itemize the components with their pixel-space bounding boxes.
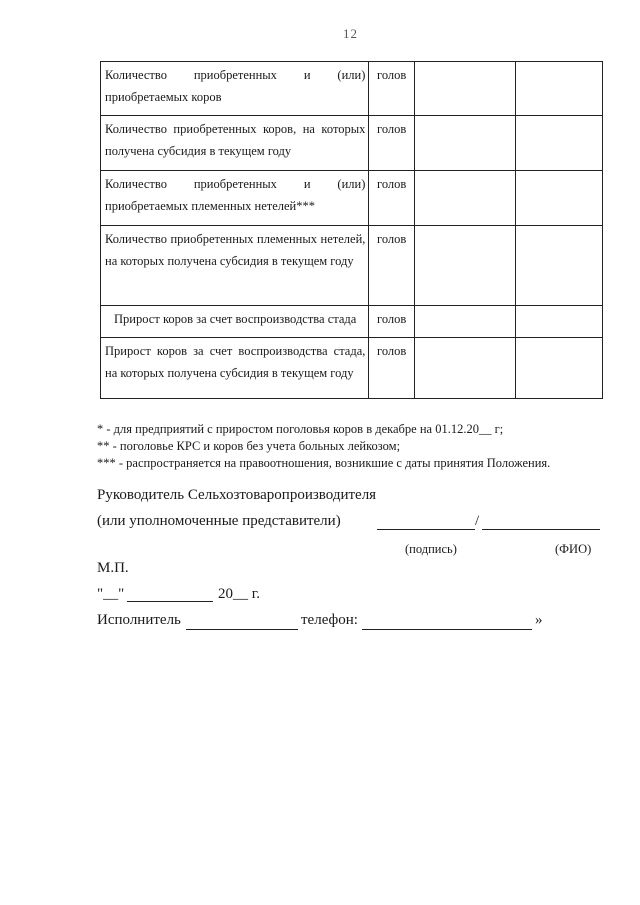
row-label: Прирост коров за счет воспроизводства стада <box>101 306 369 338</box>
value-cell <box>414 171 515 226</box>
executor-line <box>186 629 298 630</box>
date-quotes: "__" <box>97 586 125 602</box>
value-cell <box>516 338 603 399</box>
table-row <box>101 116 603 171</box>
phone-line <box>362 629 532 630</box>
value-cell <box>414 116 515 171</box>
closing-mark: » <box>535 612 543 628</box>
row-unit: голов <box>369 226 415 306</box>
value-cell <box>414 338 515 399</box>
row-unit: голов <box>369 338 415 399</box>
footnotes <box>97 421 550 472</box>
row-label: Количество приобретенных и (или) приобретаемых племенных нетелей*** <box>101 171 369 226</box>
footnote: *** - распространяется на правоотношения, возникшие с даты принятия Положения. <box>97 456 551 470</box>
row-label: Прирост коров за счет воспроизводства стада, на которых получена субсидия в текущем году <box>101 338 369 399</box>
page-number: 12 <box>343 26 358 41</box>
representative-label: (или уполномоченные представители) <box>97 513 341 529</box>
name-caption: (ФИО) <box>555 542 592 556</box>
value-cell <box>516 62 603 116</box>
table-row <box>101 171 603 226</box>
table-row <box>101 338 603 399</box>
value-cell <box>516 226 603 306</box>
signature-caption: (подпись) <box>405 542 457 556</box>
signature-line <box>377 529 475 530</box>
date-year: 20__ г. <box>218 586 260 602</box>
row-label: Количество приобретенных коров, на которых получена субсидия в текущем году <box>101 116 369 171</box>
name-line <box>482 529 600 530</box>
value-cell <box>516 171 603 226</box>
row-label: Количество приобретенных племенных нетелей, на которых получена субсидия в текущем году <box>101 226 369 306</box>
stamp-label: М.П. <box>97 560 129 576</box>
row-unit: голов <box>369 116 415 171</box>
report-table <box>100 61 603 399</box>
row-unit: голов <box>369 62 415 116</box>
value-cell <box>414 306 515 338</box>
footnote: ** - поголовье КРС и коров без учета больных лейкозом; <box>97 439 401 453</box>
phone-label: телефон: <box>301 612 358 628</box>
slash-separator: / <box>475 513 480 529</box>
value-cell <box>414 226 515 306</box>
head-title: Руководитель Сельхозтоваропроизводителя <box>97 487 377 503</box>
table-row <box>101 226 603 306</box>
row-unit: голов <box>369 306 415 338</box>
value-cell <box>516 116 603 171</box>
row-unit: голов <box>369 171 415 226</box>
date-month-line <box>127 601 213 602</box>
value-cell <box>516 306 603 338</box>
executor-label: Исполнитель <box>97 612 181 628</box>
footnote: * - для предприятий с приростом поголовья коров в декабре на 01.12.20__ г; <box>97 422 504 436</box>
table-row <box>101 306 603 338</box>
row-label: Количество приобретенных и (или) приобретаемых коров <box>101 62 369 116</box>
table-row <box>101 62 603 116</box>
value-cell <box>414 62 515 116</box>
